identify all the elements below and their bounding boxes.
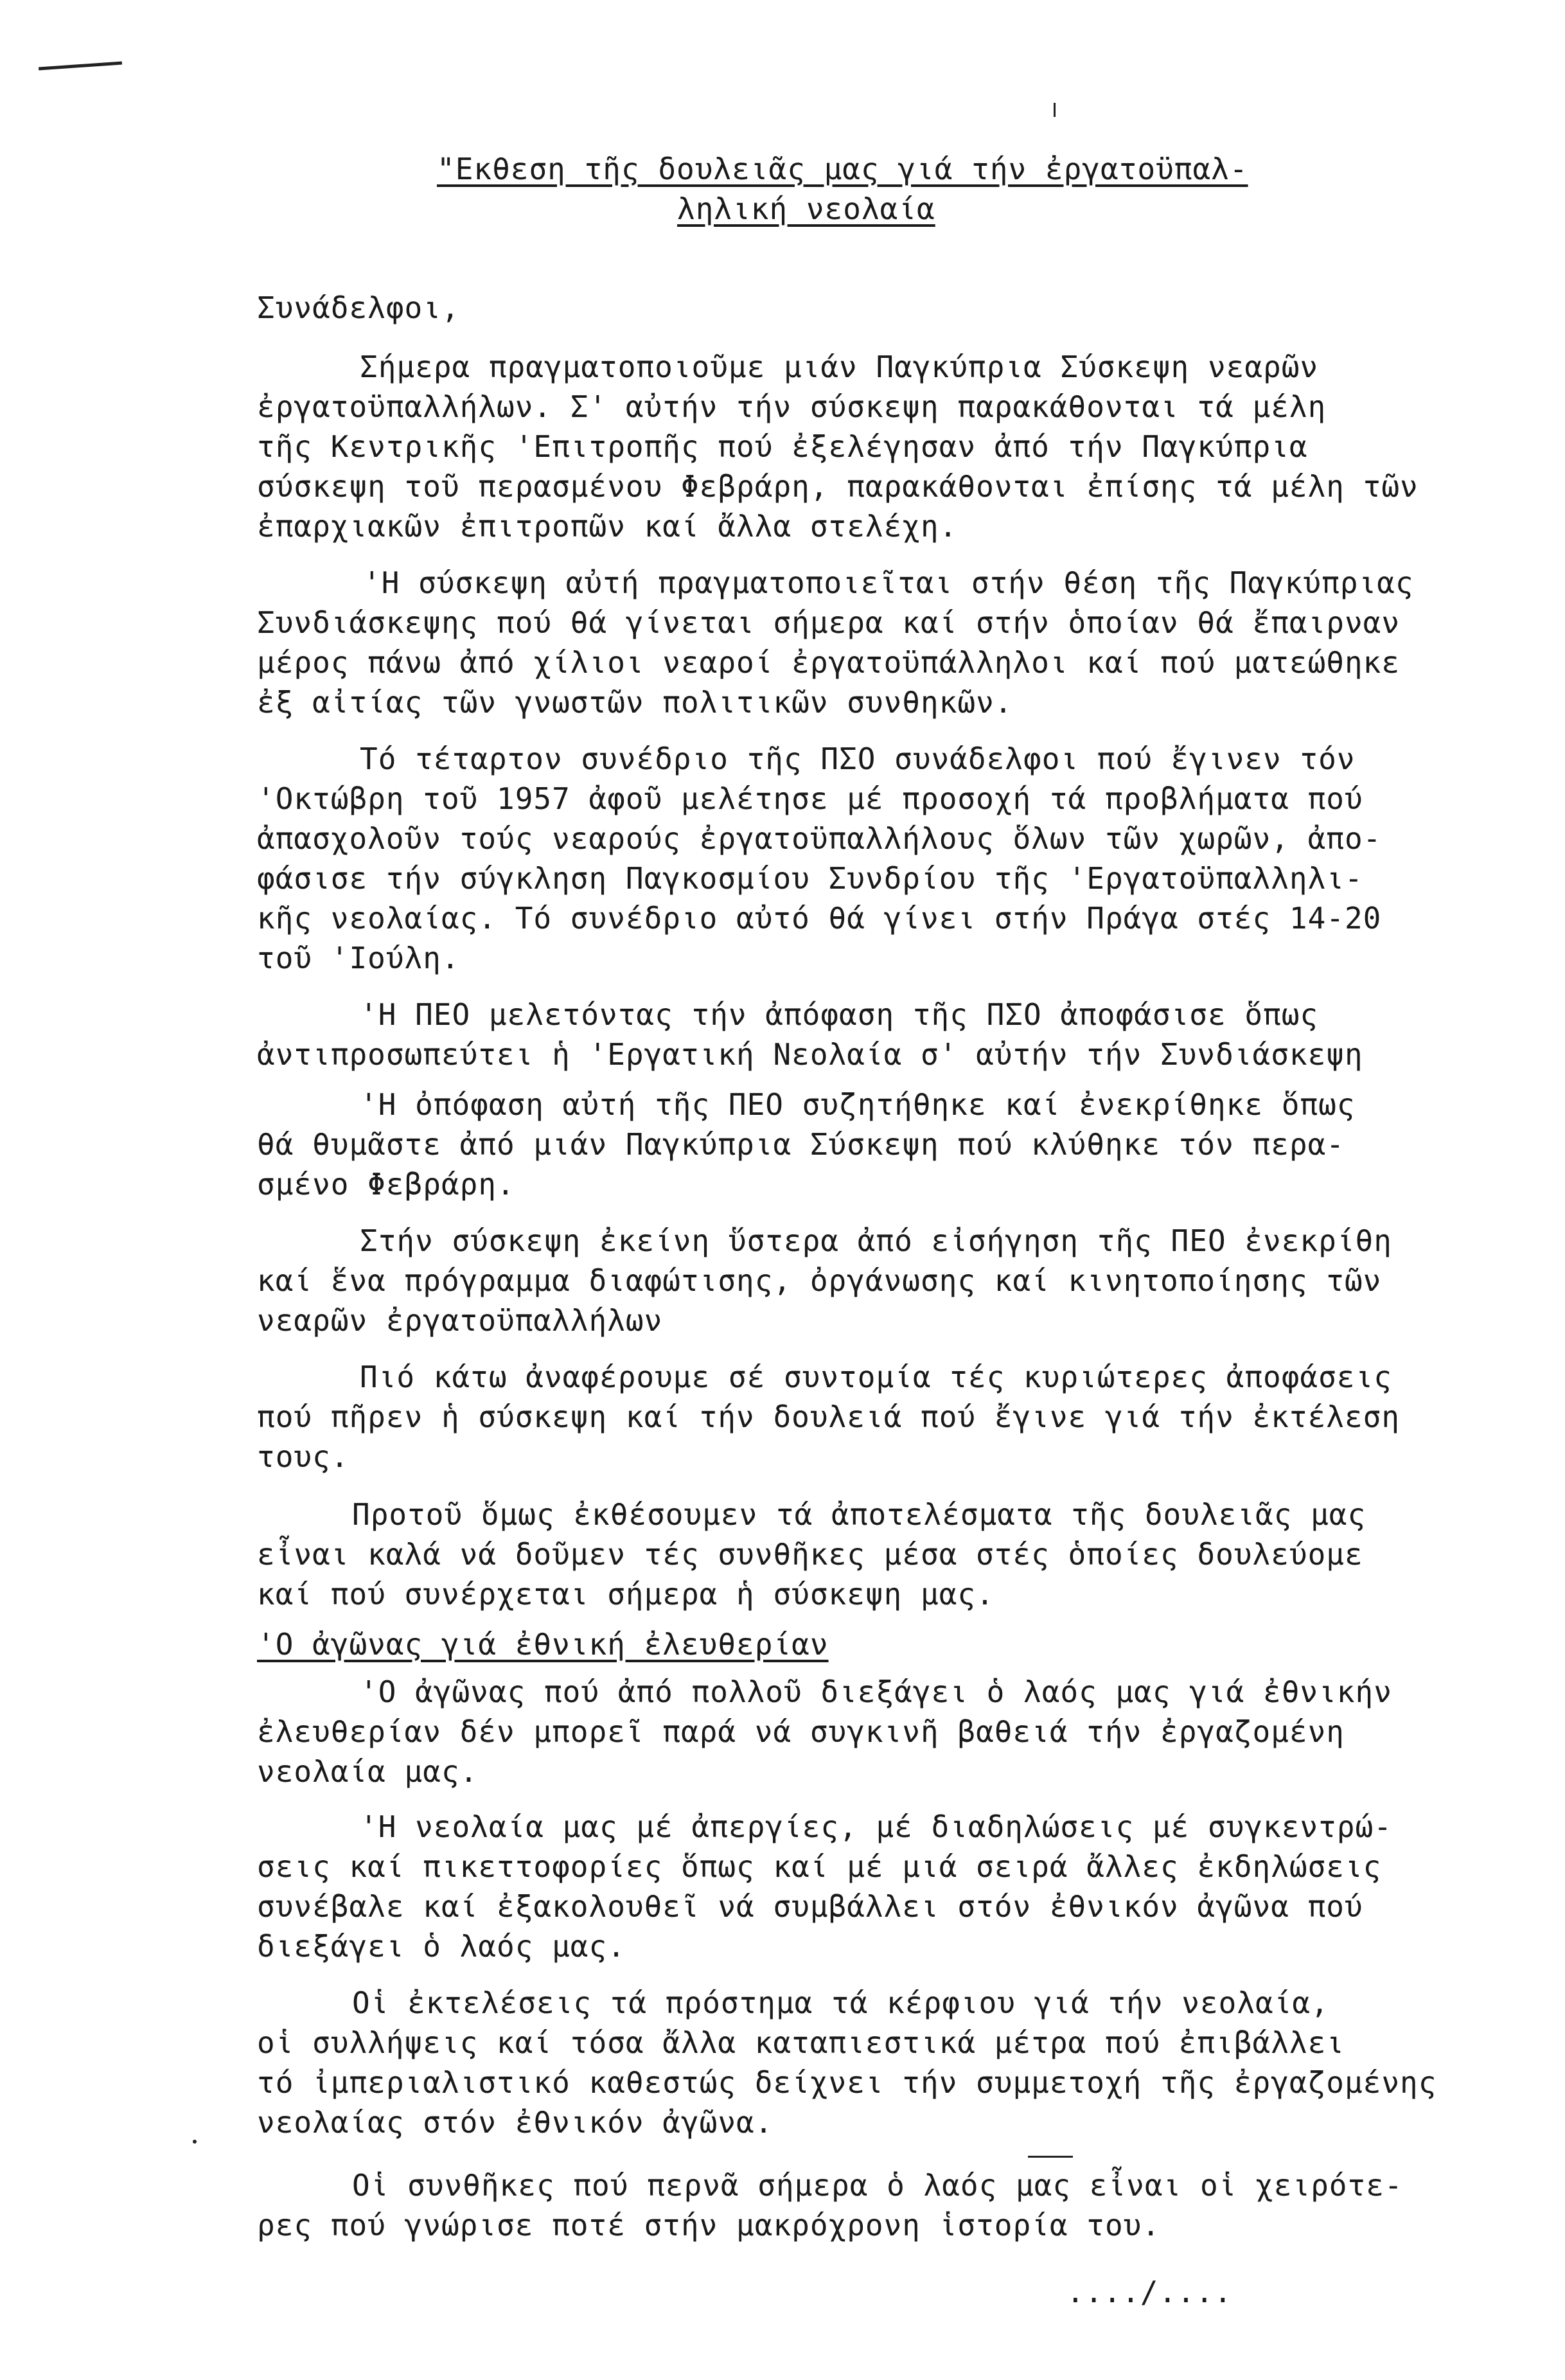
body-line: καί ἕνα πρόγραμμα διαφώτισης, ὀργάνωσης καί κινητοποίησης τῶν: [257, 1263, 1382, 1298]
body-line: Σήμερα πραγματοποιοῦμε μιάν Παγκύπρια Σύσκεψη νεαρῶν: [360, 350, 1319, 384]
body-line: πού πῆρεν ἡ σύσκεψη καί τήν δουλειά πού ἔγινε γιά τήν ἐκτέλεση: [257, 1399, 1401, 1434]
body-line: ρες πού γνώρισε ποτέ στήν μακρόχρονη ἱστορία του.: [257, 2208, 1161, 2242]
body-line: 'Η ΠΕΟ μελετόντας τήν ἀπόφαση τῆς ΠΣΟ ἀποφάσισε ὅπως: [360, 997, 1319, 1032]
body-line: νεολαίας στόν ἐθνικόν ἀγῶνα.: [257, 2105, 774, 2140]
body-line: νεολαία μας.: [257, 1754, 479, 1789]
section-heading: 'Ο ἀγῶνας γιά ἐθνική ἐλευθερίαν: [257, 1627, 829, 1662]
body-line: θά θυμᾶστε ἀπό μιάν Παγκύπρια Σύσκεψη πού κλύθηκε τόν περα-: [257, 1127, 1345, 1162]
body-line: ἀπασχολοῦν τούς νεαρούς ἐργατοϋπαλλήλους ὅλων τῶν χωρῶν, ἀπο-: [257, 821, 1382, 856]
document-title: "Εκθεση τῆς δουλειᾶς μας γιά τήν ἐργατοϋπαλ-: [437, 152, 1248, 186]
body-line: ἀντιπροσωπεύτει ἡ 'Εργατική Νεολαία σ' αὐτήν τήν Συνδιάσκεψη: [257, 1037, 1363, 1072]
salutation: Συνάδελφοι,: [257, 290, 460, 325]
body-line: 'Η ὀπόφαση αὐτή τῆς ΠΕΟ συζητήθηκε καί ἐνεκρίθηκε ὅπως: [360, 1087, 1356, 1122]
body-line: τοῦ 'Ιούλη.: [257, 941, 460, 975]
document-title: ληλική νεολαία: [677, 191, 935, 226]
body-line: σμένο Φεβράρη.: [257, 1167, 515, 1202]
body-line: Οἱ συνθῆκες πού περνᾶ σήμερα ὁ λαός μας εἶναι οἱ χειρότε-: [352, 2168, 1403, 2203]
body-line: οἱ συλλήψεις καί τόσα ἄλλα καταπιεστικά μέτρα πού ἐπιβάλλει: [257, 2025, 1345, 2060]
body-line: τό ἰμπεριαλιστικό καθεστώς δείχνει τήν συμμετοχή τῆς ἐργαζομένης: [257, 2065, 1437, 2100]
body-line: εἶναι καλά νά δοῦμεν τές συνθῆκες μέσα στές ὁποίες δουλεύομε: [257, 1537, 1363, 1572]
body-line: συνέβαλε καί ἐξακολουθεῖ νά συμβάλλει στόν ἐθνικόν ἀγῶνα πού: [257, 1889, 1363, 1924]
scan-mark: [39, 61, 122, 70]
body-line: νεαρῶν ἐργατοϋπαλλήλων: [257, 1303, 663, 1338]
body-line: Τό τέταρτον συνέδριο τῆς ΠΣΟ συνάδελφοι πού ἔγινεν τόν: [360, 742, 1356, 776]
body-line: Στήν σύσκεψη ἐκείνη ὕστερα ἀπό εἰσήγηση τῆς ΠΕΟ ἐνεκρίθη: [360, 1223, 1392, 1258]
body-line: 'Η σύσκεψη αὐτή πραγματοποιεῖται στήν θέση τῆς Παγκύπριας: [363, 565, 1414, 600]
body-line: Πιό κάτω ἀναφέρουμε σέ συντομία τές κυριώτερες ἀποφάσεις: [360, 1360, 1392, 1394]
body-line: μέρος πάνω ἀπό χίλιοι νεαροί ἐργατοϋπάλληλοι καί πού ματεώθηκε: [257, 645, 1401, 680]
body-line: διεξάγει ὁ λαός μας.: [257, 1929, 626, 1964]
body-line: 'Η νεολαία μας μέ ἀπεργίες, μέ διαδηλώσεις μέ συγκεντρώ-: [360, 1809, 1392, 1844]
continuation-mark: ..../....: [1066, 2275, 1233, 2309]
body-line: σεις καί πικεττοφορίες ὅπως καί μέ μιά σειρά ἄλλες ἐκδηλώσεις: [257, 1849, 1382, 1884]
body-line: ἐλευθερίαν δέν μπορεῖ παρά νά συγκινῆ βαθειά τήν ἐργαζομένη: [257, 1714, 1345, 1749]
body-line: Προτοῦ ὅμως ἐκθέσουμεν τά ἀποτελέσματα τῆς δουλειᾶς μας: [352, 1497, 1366, 1532]
body-line: Συνδιάσκεψης πού θά γίνεται σήμερα καί στήν ὁποίαν θά ἔπαιρναν: [257, 605, 1401, 640]
body-line: ἐπαρχιακῶν ἐπιτροπῶν καί ἄλλα στελέχη.: [257, 509, 958, 544]
body-line: 'Οκτώβρη τοῦ 1957 ἀφοῦ μελέτησε μέ προσοχή τά προβλήματα πού: [257, 781, 1363, 816]
body-line: τους.: [257, 1439, 349, 1474]
body-line: Οἱ ἐκτελέσεις τά πρόστημα τά κέρφιου γιά τήν νεολαία,: [352, 1985, 1329, 2020]
body-line: κῆς νεολαίας. Τό συνέδριο αὐτό θά γίνει στήν Πράγα στές 14-20: [257, 901, 1382, 936]
body-line: ἐξ αἰτίας τῶν γνωστῶν πολιτικῶν συνθηκῶν.: [257, 685, 1013, 720]
body-line: τῆς Κεντρικῆς 'Επιτροπῆς πού ἐξελέγησαν ἀπό τήν Παγκύπρια: [257, 429, 1308, 464]
body-line: φάσισε τήν σύγκληση Παγκοσμίου Συνδρίου τῆς 'Εργατοϋπαλληλι-: [257, 861, 1363, 896]
scan-mark: [1028, 2156, 1073, 2158]
body-line: 'Ο ἀγῶνας πού ἀπό πολλοῦ διεξάγει ὁ λαός μας γιά ἐθνικήν: [360, 1674, 1392, 1709]
body-line: σύσκεψη τοῦ περασμένου Φεβράρη, παρακάθονται ἐπίσης τά μέλη τῶν: [257, 469, 1419, 504]
body-line: καί πού συνέρχεται σήμερα ἡ σύσκεψη μας.: [257, 1577, 995, 1612]
scan-mark: [193, 2140, 197, 2144]
scan-mark: [1054, 103, 1056, 117]
body-line: ἐργατοϋπαλλήλων. Σ' αὐτήν τήν σύσκεψη παρακάθονται τά μέλη: [257, 389, 1327, 424]
